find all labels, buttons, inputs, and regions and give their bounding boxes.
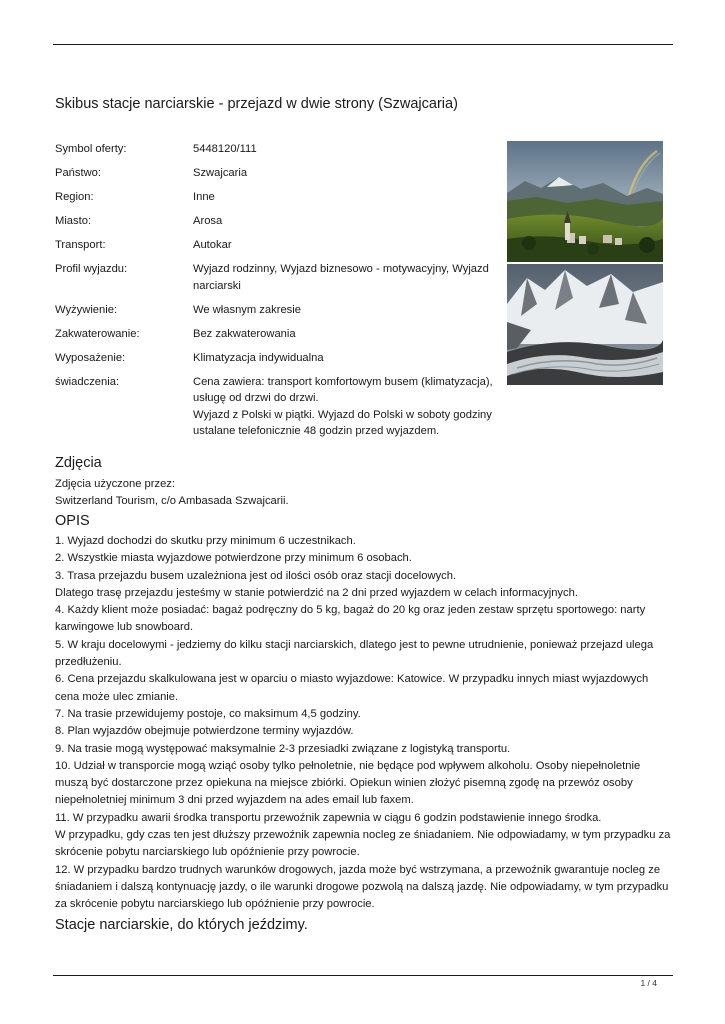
spec-label: Państwo: [55,167,102,180]
spec-value: Inne [193,191,215,204]
spec-value: Arosa [193,215,223,228]
spec-row-region [55,189,500,205]
description-paragraph: 5. W kraju docelowymi - jedziemy do kilku stacji narciarskich, dlatego jest to pewne utrudnienie, ponieważ przejazd ulega przedłużeniu. [55,638,654,669]
credits-line: Zdjęcia użyczone przez: [55,478,176,490]
spec-row-profile [55,261,500,294]
spec-row-accommodation [55,326,500,342]
description-paragraph: 10. Udział w transporcie mogą wziąć osoby tylko pełnoletnie, nie będące pod wpływem alkoholu. Osoby niepełnoletnie muszą być dostarczone przez opiekuna na miejsce zbiórki. Opiekun winien złożyć pisemną zgodę na przewóz osoby niepełnoletniej minimum 3 dni przed wyjazdem na ades email lub faxem. [55,759,641,807]
spec-value: Autokar [193,239,232,252]
spec-value [193,374,500,439]
spec-label: Zakwaterowanie: [55,327,140,340]
ski-stations-heading: Stacje narciarskie, do których jeździmy. [55,917,308,933]
spec-value: Klimatyzacja indywidualna [193,352,324,365]
glacier-photo [507,264,663,385]
description-paragraph: 11. W przypadku awarii środka transportu przewoźnik zapewnia w ciągu 6 godzin podstawienie innego środka. [55,811,602,824]
description-heading: OPIS [55,513,90,529]
spec-label: świadczenia: [55,376,120,389]
header-rule [53,44,673,45]
spec-label: Profil wyjazdu: [55,263,128,276]
spec-row-equipment [55,350,500,366]
spec-label: Wyposażenie: [55,352,126,365]
spec-row-city [55,213,500,229]
spec-value-line: Wyjazd z Polski w piątki. Wyjazd do Polski w soboty godziny ustalane telefonicznie 48 godzin przed wyjazdem. [193,408,492,438]
spec-label: Symbol oferty: [55,143,127,155]
description-paragraph: 1. Wyjazd dochodzi do skutku przy minimum 6 uczestnikach. [55,535,356,547]
page-title: Skibus stacje narciarskie - przejazd w dwie strony (Szwajcaria) [55,96,458,112]
description-paragraph: 9. Na trasie mogą występować maksymalnie 2-3 przesiadki związane z logistyką transportu. [55,742,511,755]
spec-label: Wyżywienie: [55,303,118,316]
photos-credits [55,476,289,510]
spec-row-symbol [55,141,500,157]
page-number: 1 / 4 [640,978,657,988]
offer-specs [55,141,500,447]
description-paragraph: 12. W przypadku bardzo trudnych warunków drogowych, jazda może być wstrzymana, a przewoźnik gwarantuje nocleg ze śniadaniem i dalszą kontynuację jazdy, o ile warunki drogowe pozwolą na dalszą jazdę. Nie odpowiadamy, w tym przypadku za skrócenie pobytu narciarskiego lub opóźnienie przy powrocie. [55,863,669,911]
description-paragraph: 7. Na trasie przewidujemy postoje, co maksimum 4,5 godziny. [55,707,361,720]
spec-row-country [55,165,500,181]
spec-row-transport [55,237,500,253]
description-paragraph: W przypadku, gdy czas ten jest dłuższy przewoźnik zapewnia nocleg ze śniadaniem. Nie odpowiadamy, w tym przypadku za skrócenie pobytu narciarskiego lub opóźnienie przy powrocie. [55,829,671,859]
credits-line: Switzerland Tourism, c/o Ambasada Szwajcarii. [55,495,289,507]
photos-heading: Zdjęcia [55,455,102,471]
spec-label: Miasto: [55,215,92,228]
description-body [55,533,673,914]
spec-value-line: Cena zawiera: transport komfortowym busem (klimatyzacja), usługę od drzwi do drzwi. [193,376,493,405]
footer-rule [53,975,673,976]
description-paragraph: Dlatego trasę przejazdu jesteśmy w stanie potwierdzić na 2 dni przed wyjazdem w celach informacyjnych. [55,586,578,599]
description-paragraph: 6. Cena przejazdu skalkulowana jest w oparciu o miasto wyjazdowe: Katowice. W przypadku innych miast wyjazdowych cena może ulec zmianie. [55,673,649,703]
alpine-village-photo [507,141,663,262]
description-paragraph: 4. Każdy klient może posiadać: bagaż podręczny do 5 kg, bagaż do 20 kg oraz jeden zestaw sprzętu sportowego: narty karwingowe lub snowboard. [55,604,646,634]
spec-value: 5448120/111 [193,143,257,155]
spec-value: Szwajcaria [193,167,248,180]
description-paragraph: 3. Trasa przejazdu busem uzależniona jest od ilości osób oraz stacji docelowych. [55,569,457,582]
spec-value: We własnym zakresie [193,303,301,316]
spec-value: Bez zakwaterowania [193,327,296,340]
description-paragraph: 2. Wszystkie miasta wyjazdowe potwierdzone przy minimum 6 osobach. [55,552,412,565]
spec-value: Wyjazd rodzinny, Wyjazd biznesowo - motywacyjny, Wyjazd narciarski [193,263,489,292]
spec-row-catering [55,302,500,318]
spec-label: Region: [55,191,94,204]
description-paragraph: 8. Plan wyjazdów obejmuje potwierdzone terminy wyjazdów. [55,725,354,738]
spec-row-services [55,374,500,439]
spec-label: Transport: [55,239,106,252]
